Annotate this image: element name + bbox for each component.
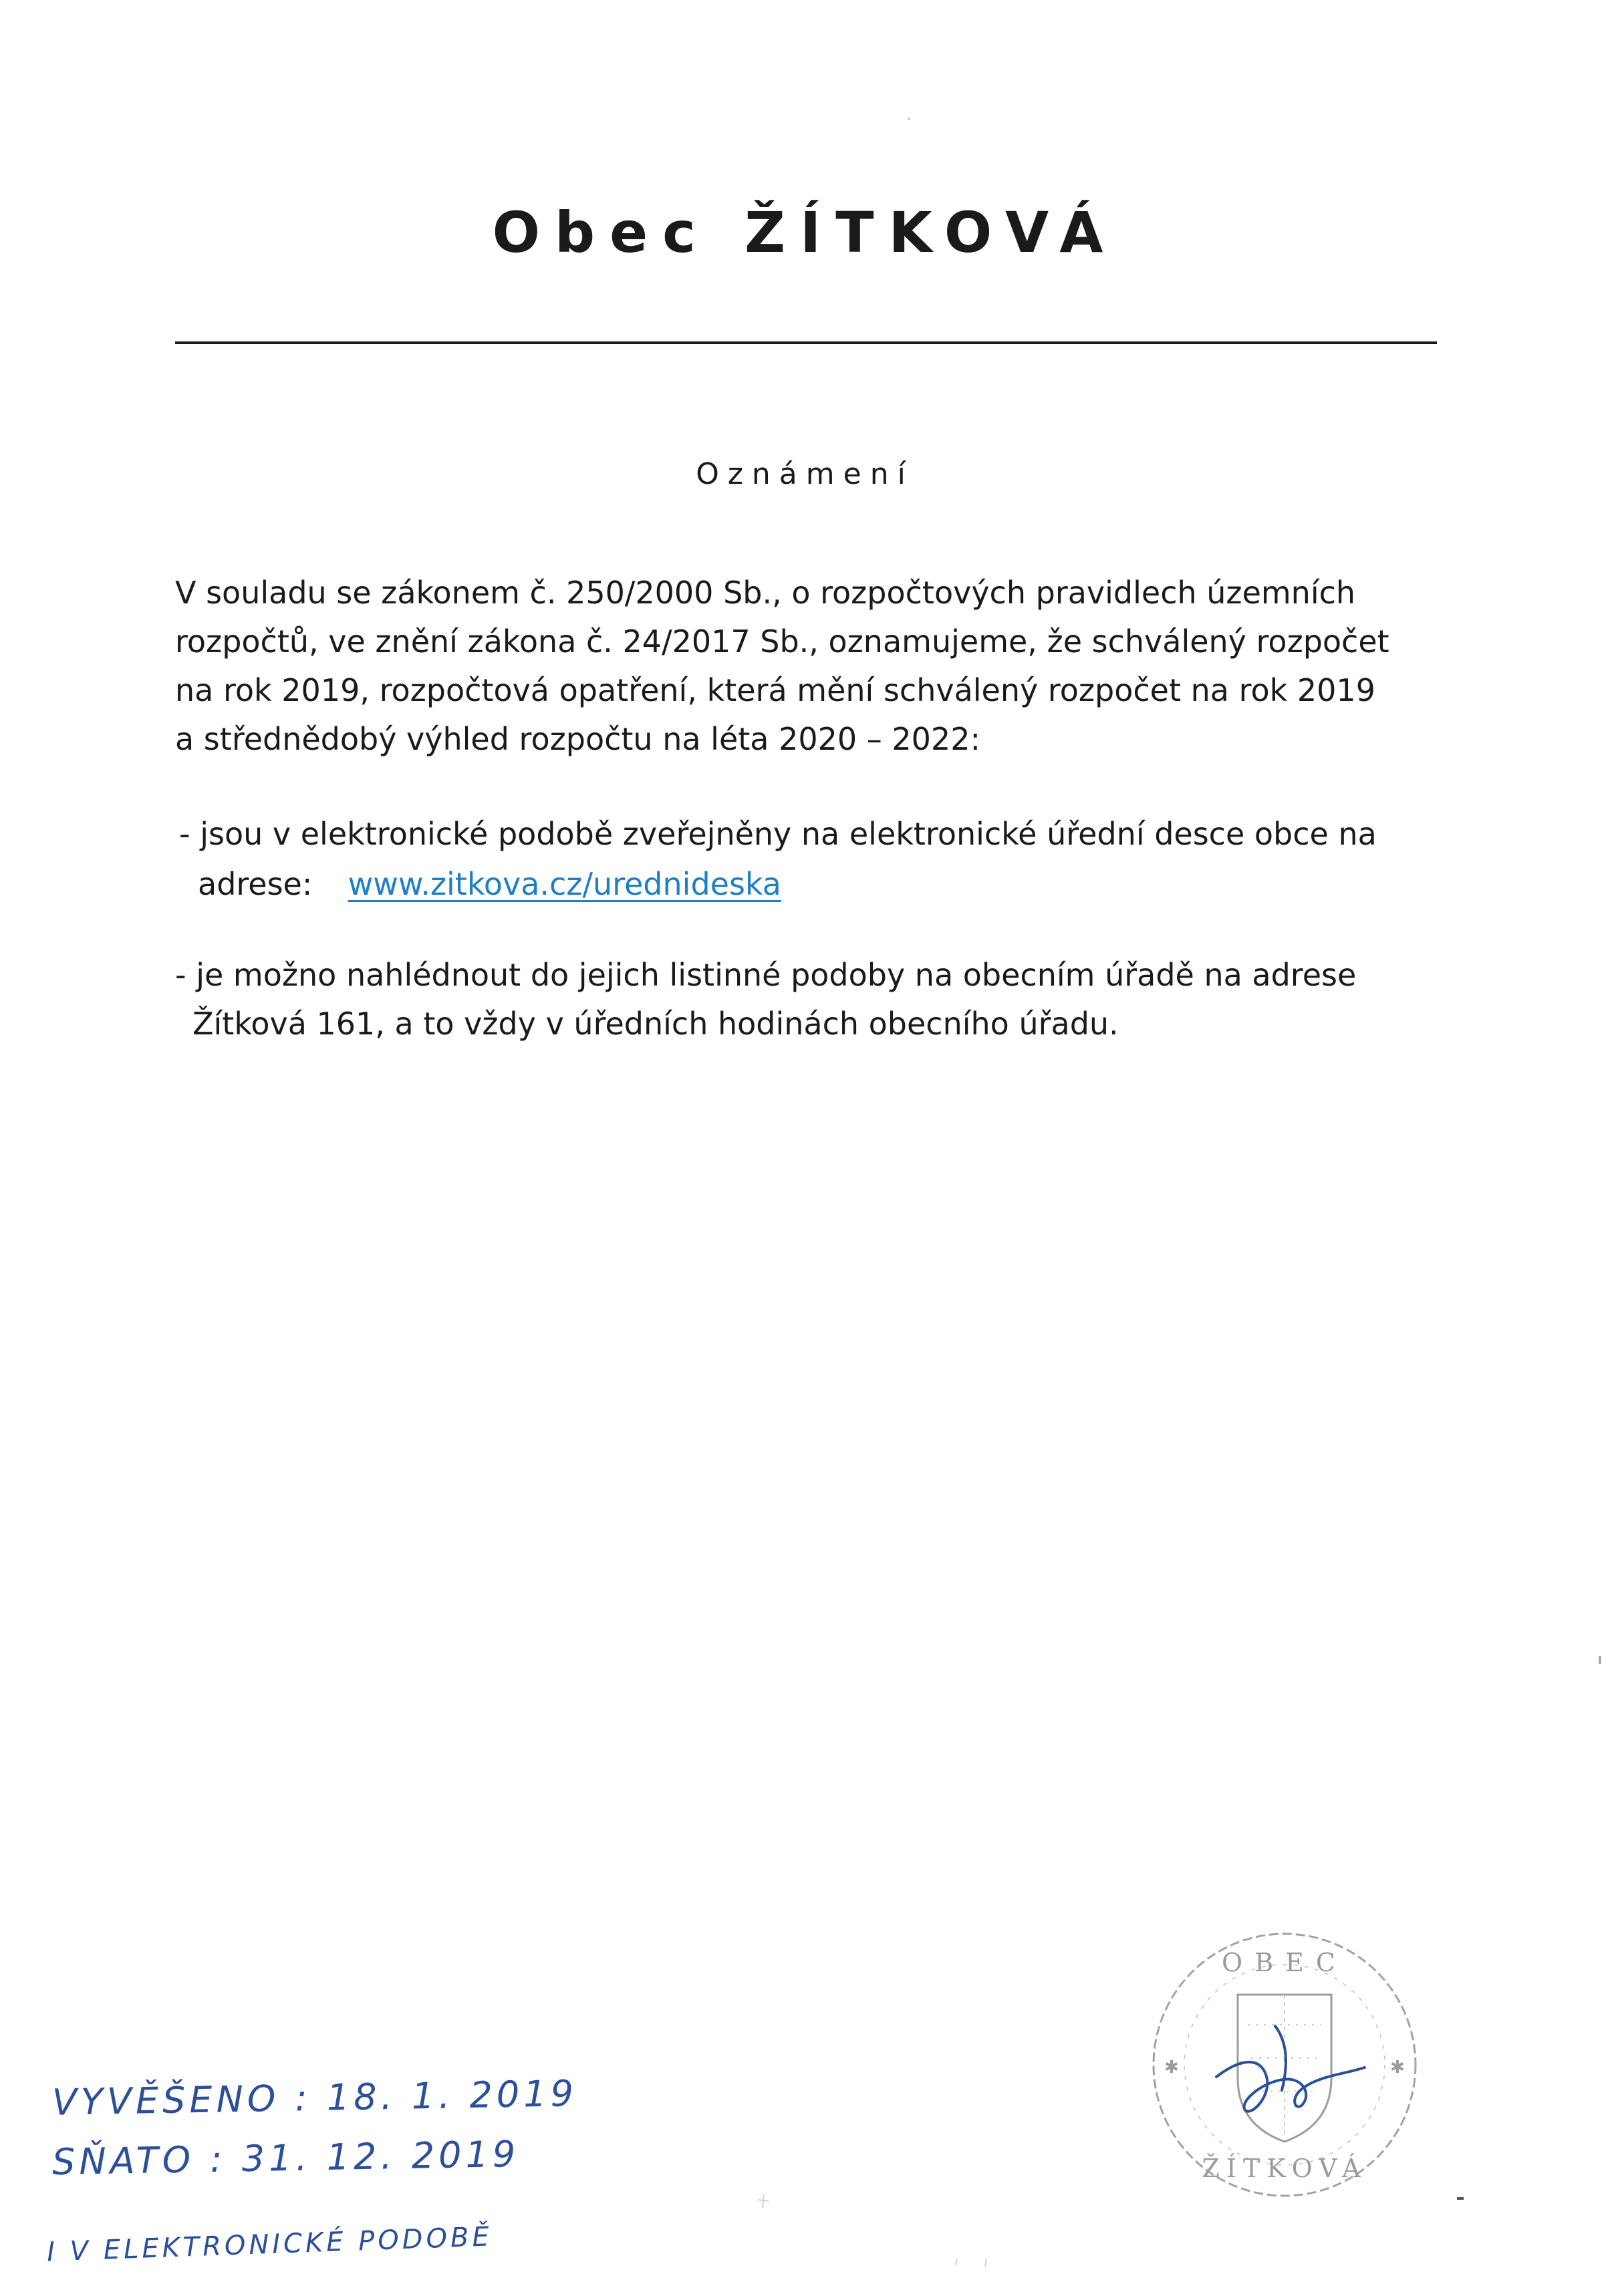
address-label: adrese: — [198, 866, 313, 902]
bullet-inspection-address: Žítková 161, a to vždy v úředních hodinách obecního úřadu. — [192, 1006, 1119, 1042]
notice-heading: Oznámení — [696, 457, 914, 491]
official-board-link[interactable]: www.zitkova.cz/urednideska — [348, 866, 781, 902]
paragraph-line: na rok 2019, rozpočtová opatření, která mění schválený rozpočet na rok 2019 — [175, 672, 1375, 708]
stamp-text-bottom: ŽÍTKOVÁ — [1202, 2154, 1367, 2183]
paragraph-line: rozpočtů, ve znění zákona č. 24/2017 Sb., oznamujeme, že schválený rozpočet — [175, 623, 1389, 660]
handwritten-removed-date: SŇATO : 31. 12. 2019 — [51, 2132, 520, 2184]
handwritten-electronic-note: I V ELEKTRONICKÉ PODOBĚ — [46, 2221, 493, 2268]
paragraph-line: a střednědobý výhled rozpočtu na léta 2020 – 2022: — [175, 721, 980, 757]
star-icon: ✱ — [1390, 2057, 1405, 2077]
handwritten-posted-date: VYVĚŠENO : 18. 1. 2019 — [51, 2072, 578, 2124]
page-title: Obec ŽÍTKOVÁ — [492, 200, 1118, 265]
bullet-published-line: - jsou v elektronické podobě zveřejněny na elektronické úřední desce obce na — [179, 816, 1377, 852]
bullet-inspection-line: - je možno nahlédnout do jejich listinné podoby na obecním úřadě na adrese — [175, 957, 1357, 993]
stamp-text-top: OBEC — [1222, 1948, 1347, 1977]
paragraph-line: V souladu se zákonem č. 250/2000 Sb., o rozpočtových pravidlech územních — [175, 575, 1356, 611]
star-icon: ✱ — [1164, 2057, 1179, 2077]
